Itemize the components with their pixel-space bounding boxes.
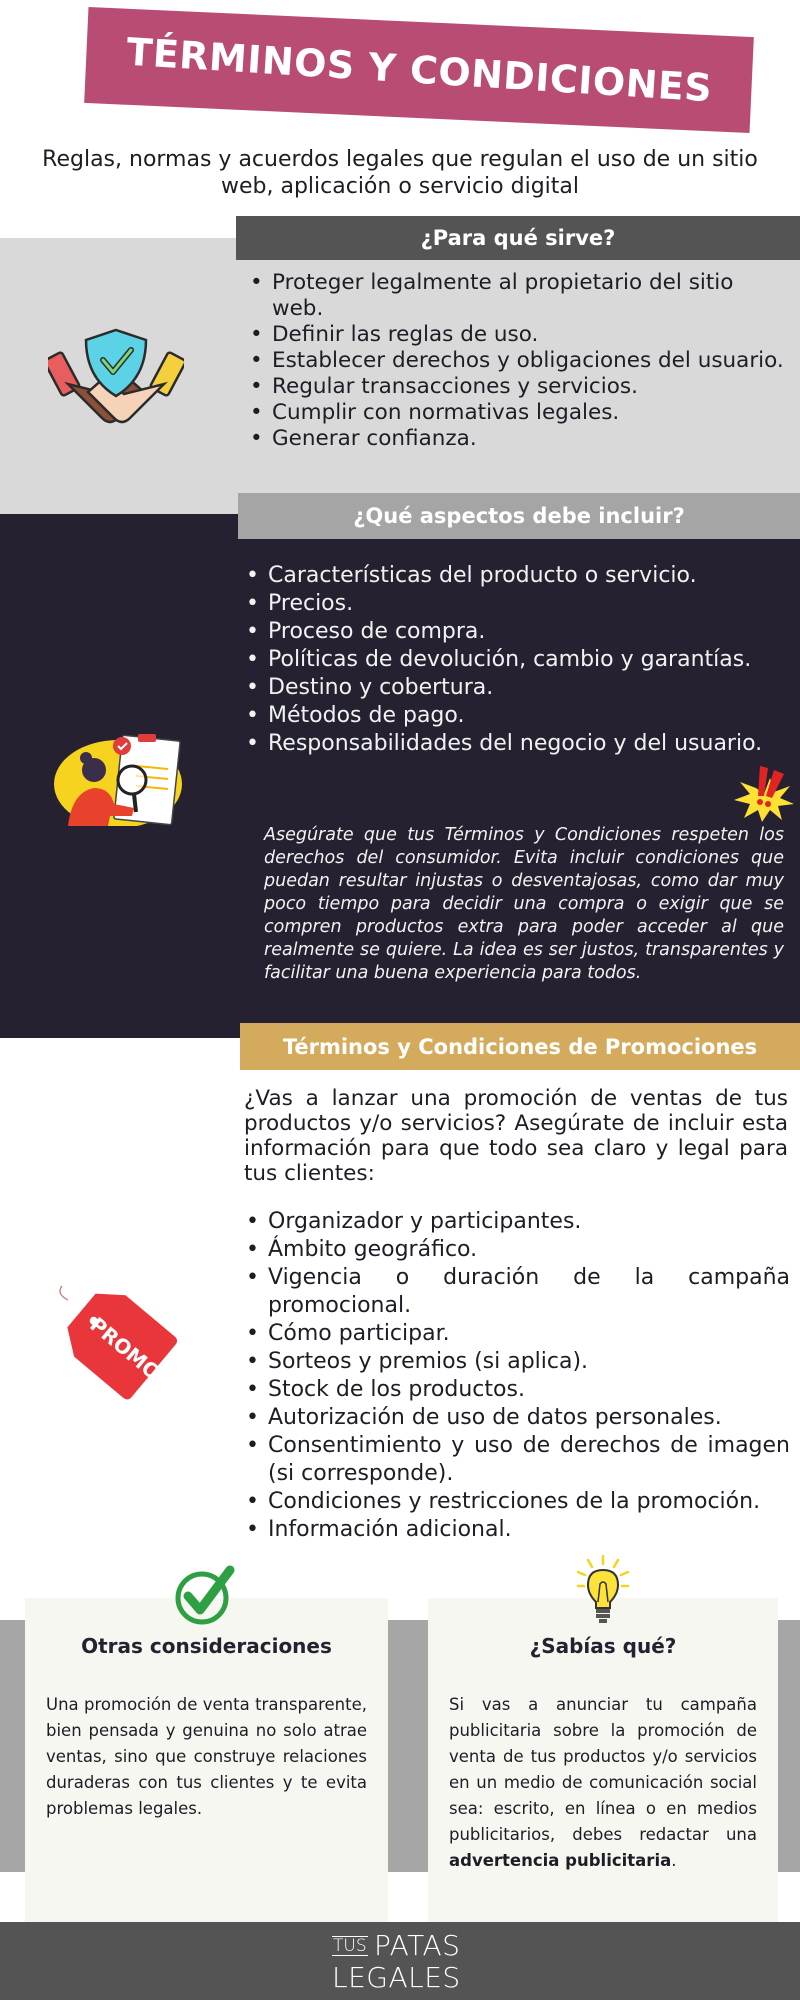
list-item: • Establecer derechos y obligaciones del usuario. <box>244 348 784 374</box>
title-banner <box>84 7 754 133</box>
advertising-warning-emphasis: advertencia publicitaria <box>449 1851 672 1870</box>
list-item: • Sorteos y premios (si aplica). <box>240 1348 790 1376</box>
list-item: • Ámbito geográfico. <box>240 1236 790 1264</box>
list-item: • Cumplir con normativas legales. <box>244 400 784 426</box>
list-item: • Proceso de compra. <box>240 618 782 646</box>
list-item: • Información adicional. <box>240 1516 790 1544</box>
page-subtitle: Reglas, normas y acuerdos legales que regulan el uso de un sitio web, aplicación o servicio digital <box>42 147 758 199</box>
logo-legales: LEGALES <box>332 1961 461 1994</box>
list-item: • Destino y cobertura. <box>240 674 782 702</box>
page-title: TÉRMINOS Y CONDICIONES <box>124 29 714 111</box>
list-item: • Vigencia o duración de la campaña promocional. <box>240 1264 790 1320</box>
list-item: • Cómo participar. <box>240 1320 790 1348</box>
list-item: • Políticas de devolución, cambio y garantías. <box>240 646 782 674</box>
list-item: • Precios. <box>240 590 782 618</box>
list-item: • Stock de los productos. <box>240 1376 790 1404</box>
card-title: ¿Sabías qué? <box>529 1634 677 1658</box>
list-item: • Generar confianza. <box>244 426 784 452</box>
list-item: • Métodos de pago. <box>240 702 782 730</box>
handshake-shield-icon <box>48 322 184 432</box>
list-item: • Características del producto o servicio. <box>240 562 782 590</box>
card-body: Si vas a anunciar tu campaña publicitaria sobre la promoción de venta de tus productos y/o servicios en un medio de comunicación social sea: escrito, en línea o en medios publicitarios, debes redactar una advertencia publicitaria. <box>449 1695 757 1870</box>
list-item: • Proteger legalmente al propietario del sitio web. <box>244 270 784 322</box>
list-item: • Responsabilidades del negocio y del usuario. <box>240 730 782 758</box>
aspects-heading: ¿Qué aspectos debe incluir? <box>238 493 800 539</box>
aspects-list <box>240 562 782 758</box>
logo-tus: TUS <box>333 1936 367 1956</box>
check-circle-icon <box>174 1564 236 1626</box>
purpose-heading: ¿Para qué sirve? <box>236 216 800 260</box>
exclamation-burst-icon <box>732 764 796 824</box>
woman-magnifier-terms-icon <box>48 726 186 826</box>
promotions-intro: ¿Vas a lanzar una promoción de ventas de tus productos y/o servicios? Asegúrate de incluir esta información para que todo sea claro y legal para tus clientes: <box>244 1086 788 1186</box>
promotions-list <box>240 1208 790 1544</box>
purpose-list <box>244 270 784 452</box>
consumer-rights-note: Asegúrate que tus Términos y Condiciones respeten los derechos del consumidor. Evita incluir condiciones que puedan resultar injustas o desventajosas, como dar muy poco tiempo para decidir una compra o exigir que se compren productos extra para poder acceder al que realmente se quiere. La idea es ser justos, transparentes y facilitar una buena experiencia para todos. <box>264 825 784 983</box>
logo-patas: PATAS <box>374 1929 461 1962</box>
did-you-know-card <box>428 1598 778 1924</box>
card-title: Otras consideraciones <box>81 1634 332 1658</box>
promotions-heading: Términos y Condiciones de Promociones <box>240 1023 800 1070</box>
lightbulb-icon <box>572 1554 634 1630</box>
svg-text:PROMO: PROMO <box>85 1312 166 1385</box>
list-item: • Definir las reglas de uso. <box>244 322 784 348</box>
list-item: • Autorización de uso de datos personales. <box>240 1404 790 1432</box>
other-considerations-card <box>25 1598 388 1924</box>
list-item: • Regular transacciones y servicios. <box>244 374 784 400</box>
promo-tag-icon <box>54 1282 184 1402</box>
list-item: • Condiciones y restricciones de la promoción. <box>240 1488 790 1516</box>
list-item: • Organizador y participantes. <box>240 1208 790 1236</box>
list-item: • Consentimiento y uso de derechos de imagen (si corresponde). <box>240 1432 790 1488</box>
card-body: Una promoción de venta transparente, bien pensada y genuina no solo atrae ventas, sino que construye relaciones duraderas con tus clientes y te evita problemas legales. <box>46 1695 367 1818</box>
